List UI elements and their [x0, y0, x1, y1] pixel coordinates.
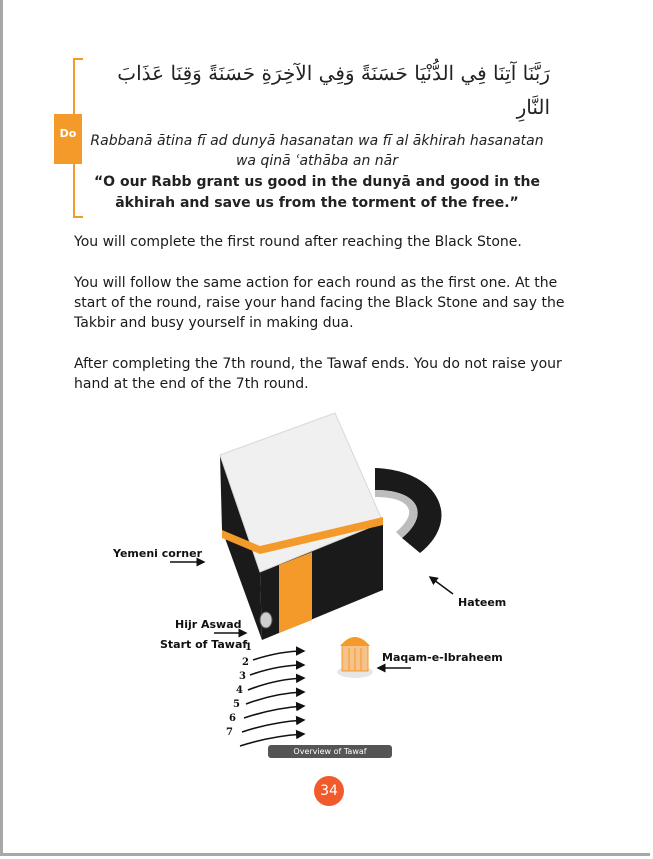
round-number-4: 4: [236, 685, 243, 696]
label-hateem: Hateem: [458, 596, 507, 609]
paragraph-first-round: You will complete the first round after reaching the Black Stone.: [74, 234, 522, 250]
kaaba-door: [279, 552, 312, 633]
label-yemeni-corner: Yemeni corner: [113, 547, 202, 560]
page-number: 34: [314, 776, 344, 806]
kaaba: [220, 413, 383, 640]
do-tab: Do: [54, 114, 82, 164]
round-arrows: [240, 651, 304, 746]
label-maqam: Maqam-e-Ibraheem: [382, 651, 503, 664]
dua-transliteration: Rabbanā ātina fī ad dunyā hasanatan wa fī al ākhirah hasanatan wa qinā ʿathāba an nār: [90, 133, 544, 169]
round-number-6: 6: [229, 713, 236, 724]
hateem-arrow: [430, 577, 453, 594]
label-start-of-tawaf: Start of Tawaf: [160, 638, 248, 651]
maqam-icon: [337, 637, 373, 678]
round-number-3: 3: [239, 671, 246, 682]
black-stone: [260, 612, 272, 628]
round-number-5: 5: [233, 699, 240, 710]
hateem-wall: [375, 468, 441, 553]
round-number-7: 7: [226, 727, 233, 738]
paragraph-each-round: You will follow the same action for each round as the first one. At the start of the round, raise your hand facing the Black Stone and say the Takbir and busy yourself in making dua.: [74, 275, 565, 331]
diagram-caption: Overview of Tawaf: [268, 745, 392, 758]
label-hijr-aswad: Hijr Aswad: [175, 618, 242, 631]
round-number-2: 2: [242, 657, 249, 668]
paragraph-seventh-round: After completing the 7th round, the Tawaf ends. You do not raise your hand at the end of the 7th round.: [74, 356, 562, 392]
dua-arabic: رَبَّنَا آتِنَا فِي الدُّنْيَا حَسَنَةً وَفِي الآخِرَةِ حَسَنَةً وَقِنَا عَذَابَ النَّارِ: [117, 61, 550, 119]
round-number-1: 1: [245, 642, 252, 653]
dua-translation: “O our Rabb grant us good in the dunyā and good in the ākhirah and save us from the torment of the free.”: [93, 174, 541, 211]
